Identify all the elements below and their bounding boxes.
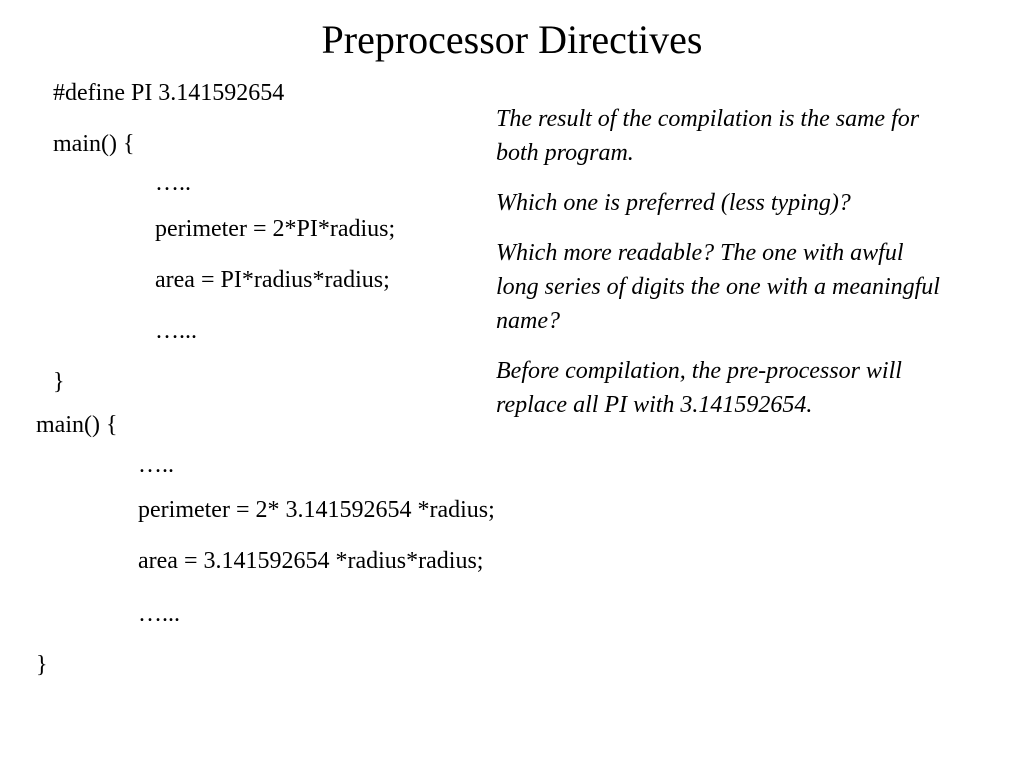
main-close-line: } [53, 369, 65, 395]
perimeter-line: perimeter = 2* 3.141592654 *radius; [138, 497, 495, 523]
main-close-line: } [36, 652, 48, 678]
slide-title: Preprocessor Directives [321, 17, 703, 62]
main-open-line: main() { [36, 412, 118, 438]
ellipsis-line: ….. [138, 452, 174, 478]
main-open-line: main() { [53, 131, 135, 157]
note-paragraph: Which one is preferred (less typing)? [496, 190, 851, 216]
explanation-notes [496, 102, 946, 438]
ellipsis-line: …... [155, 318, 197, 344]
ellipsis-line: ….. [155, 170, 191, 196]
note-paragraph: The result of the compilation is the same for both program. [496, 106, 920, 166]
define-directive-line: #define PI 3.141592654 [53, 80, 285, 106]
note-paragraph: Which more readable? The one with awful long series of digits the one with a meaningful name? [496, 240, 940, 334]
ellipsis-line: …... [138, 601, 180, 627]
note-paragraph: Before compilation, the pre-processor will replace all PI with 3.141592654. [496, 358, 902, 418]
perimeter-line: perimeter = 2*PI*radius; [155, 216, 396, 242]
area-line: area = 3.141592654 *radius*radius; [138, 548, 484, 574]
area-line: area = PI*radius*radius; [155, 267, 390, 293]
